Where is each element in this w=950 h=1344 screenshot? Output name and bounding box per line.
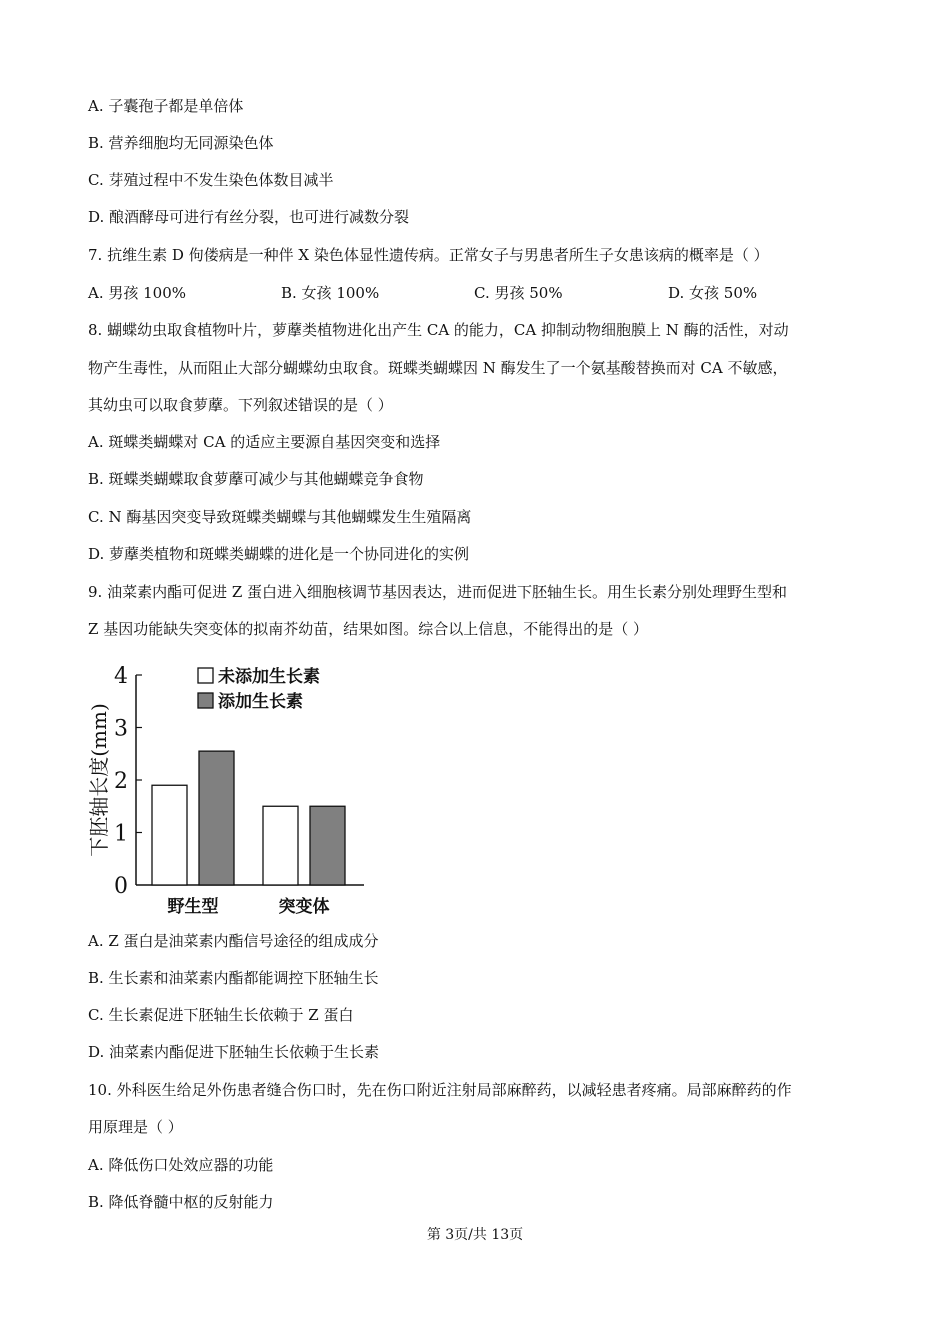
legend-swatch: [198, 693, 213, 708]
q10-stem-line-1: 10. 外科医生给足外伤患者缝合伤口时，先在伤口附近注射局部麻醉药，以减轻患者疼痛。局部麻醉药的作: [88, 1081, 792, 1099]
legend-swatch: [198, 668, 213, 683]
bar: [199, 751, 234, 885]
q6-option-c: C. 芽殖过程中不发生染色体数目减半: [88, 171, 334, 189]
q10-option-b: B. 降低脊髓中枢的反射能力: [88, 1193, 274, 1211]
q6-option-b: B. 营养细胞均无同源染色体: [88, 134, 274, 152]
y-tick-label: 1: [114, 821, 128, 847]
bar: [263, 806, 298, 885]
bar-chart: [86, 658, 386, 920]
q8-stem-line-3: 其幼虫可以取食萝藦。下列叙述错误的是（ ）: [88, 396, 393, 414]
q8-option-b: B. 斑蝶类蝴蝶取食萝藦可减少与其他蝴蝶竞争食物: [88, 470, 424, 488]
q9-option-d: D. 油菜素内酯促进下胚轴生长依赖于生长素: [88, 1043, 380, 1061]
y-tick-label: 2: [114, 769, 128, 794]
q6-option-d: D. 酿酒酵母可进行有丝分裂，也可进行减数分裂: [88, 208, 410, 226]
q8-option-a: A. 斑蝶类蝴蝶对 CA 的适应主要源自基因突变和选择: [88, 433, 441, 451]
y-axis-label: 下胚轴长度(mm): [87, 703, 111, 857]
y-tick-label: 0: [114, 874, 128, 899]
legend-label: 未添加生长素: [218, 667, 320, 687]
q7-option-b: B. 女孩 100%: [281, 284, 380, 302]
q7-option-a: A. 男孩 100%: [88, 284, 187, 302]
q10-option-a: A. 降低伤口处效应器的功能: [88, 1156, 274, 1174]
y-tick-label: 3: [114, 716, 128, 742]
x-category-label: 突变体: [278, 897, 330, 917]
bar: [152, 785, 187, 885]
q6-option-a: A. 子囊孢子都是单倍体: [88, 97, 244, 115]
q7-option-c: C. 男孩 50%: [474, 284, 563, 302]
legend-label: 添加生长素: [218, 692, 303, 712]
q9-stem-line-1: 9. 油菜素内酯可促进 Z 蛋白进入细胞核调节基因表达，进而促进下胚轴生长。用生长素分别处理野生型和: [88, 583, 788, 601]
q7-option-d: D. 女孩 50%: [668, 284, 758, 302]
q9-option-b: B. 生长素和油菜素内酯都能调控下胚轴生长: [88, 969, 379, 987]
q9-option-c: C. 生长素促进下胚轴生长依赖于 Z 蛋白: [88, 1006, 354, 1024]
q8-stem-line-1: 8. 蝴蝶幼虫取食植物叶片，萝藦类植物进化出产生 CA 的能力，CA 抑制动物细胞膜上 N 酶的活性，对动: [88, 321, 789, 339]
q8-option-c: C. N 酶基因突变导致斑蝶类蝴蝶与其他蝴蝶发生生殖隔离: [88, 508, 472, 526]
x-category-label: 野生型: [167, 897, 219, 917]
q7-stem: 7. 抗维生素 D 佝偻病是一种伴 X 染色体显性遗传病。正常女子与男患者所生子女患该病的概率是（ ）: [88, 246, 769, 264]
bar: [310, 806, 345, 885]
q10-stem-line-2: 用原理是（ ）: [88, 1118, 183, 1136]
q9-option-a: A. Z 蛋白是油菜素内酯信号途径的组成成分: [88, 932, 379, 950]
q8-option-d: D. 萝藦类植物和斑蝶类蝴蝶的进化是一个协同进化的实例: [88, 545, 470, 563]
q9-stem-line-2: Z 基因功能缺失突变体的拟南芥幼苗，结果如图。综合以上信息，不能得出的是（ ）: [88, 620, 648, 638]
page-footer: 第 3页/共 13页: [426, 1227, 524, 1243]
q8-stem-line-2: 物产生毒性，从而阻止大部分蝴蝶幼虫取食。斑蝶类蝴蝶因 N 酶发生了一个氨基酸替换而对 CA 不敏感，: [88, 359, 788, 377]
y-tick-label: 4: [114, 664, 128, 689]
